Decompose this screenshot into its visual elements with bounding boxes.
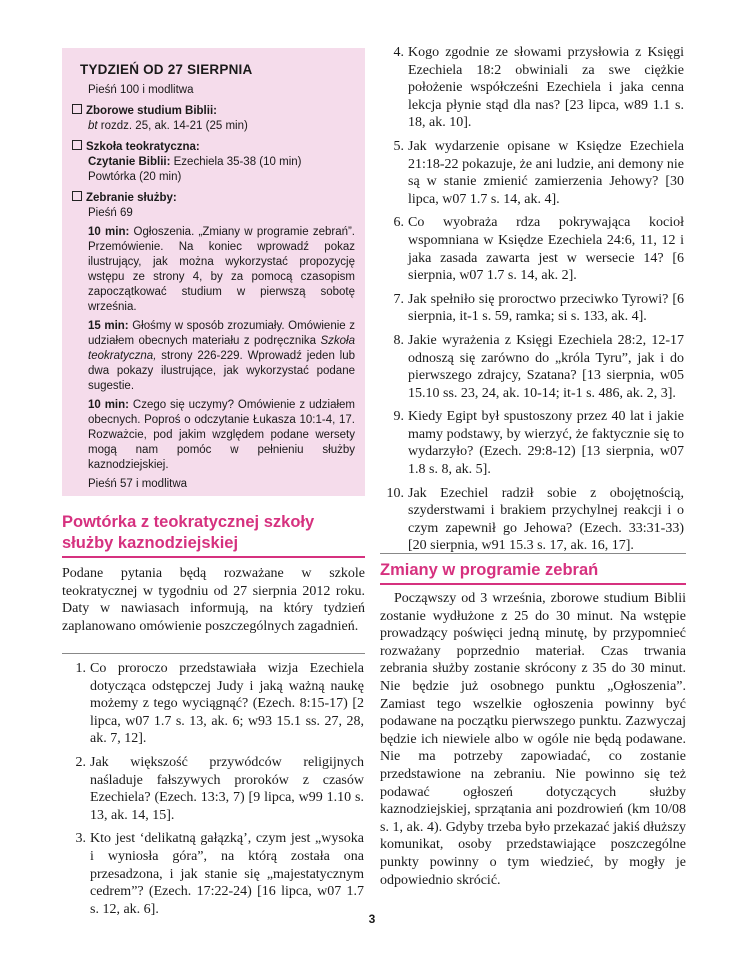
question-item: [64, 830, 364, 918]
question-number: 9.: [393, 409, 404, 425]
review-intro: Podane pytania będą rozważane w szkole teokratycznej w tygodniu od 27 sierpnia 2012 roku. Daty w nawiasach informują, na który tydzień zaplanowano omówienie poszczególnych zagadnień.: [62, 566, 365, 634]
question-number: 4.: [393, 45, 404, 60]
divider: [380, 553, 686, 554]
question-item: [382, 291, 684, 326]
closing-song: Pieśń 57 i modlitwa: [88, 478, 188, 490]
question-item: [382, 485, 684, 555]
question-text: Co wyobraża rdza pokrywająca kocioł wspomniana w Księdze Ezechiela 24:6, 11, 12 i jaka zasada zawarta jest w wersecie 14? [6 sierpnia, w07 1.7 s. 14, ak. 2].: [408, 215, 684, 284]
question-text: Kiedy Egipt był spustoszony przez 40 lat i jakie mamy podstawy, by wierzyć, że faktycznie się to wydarzyło? (Ezech. 29:8-12) [13 sierpnia, w07 1.8 s. 8, ak. 5].: [408, 409, 684, 478]
checkbox-icon: [72, 104, 82, 114]
service-meeting-heading: Zebranie służby:: [72, 191, 355, 206]
service-part-2: 15 min: Głośmy w sposób zrozumiały. Omówienie z udziałem obecnych materiału z podręcznika Szkoła teokratyczna, strony 226-229. Wprowadź jeden lub dwa pokazy ilustrujące, jak wykorzystać podane sugestie.: [88, 320, 355, 392]
question-number: 6.: [393, 215, 404, 231]
question-text: Kto jest ‘delikatną gałązką’, czym jest „wysoka i wyniosła góra”, na którą została ona przesadzona, i jak stanie się „majestatycznym cedrem”? (Ezech. 17:22-24) [16 lipca, w07 1.7 s. 12, ak. 6].: [90, 831, 364, 917]
question-text: Jakie wyrażenia z Księgi Ezechiela 28:2, 12-17 odnoszą się zarówno do „króla Tyru”, jak i do pierwszego zdrajcy, Szatana? [13 sierpnia, w05 15.10 ss. 23, 24, ak. 10-14; it-1 s. 486, ak. 2, 3].: [408, 332, 684, 401]
question-number: 8.: [393, 332, 404, 348]
question-item: [64, 660, 364, 748]
question-number: 2.: [75, 754, 86, 770]
service-part-1: 10 min: Ogłoszenia. „Zmiany w programie zebrań”. Przemówienie. Na koniec wprowadź pokaz ilustrujący, jak można wykorzystać propozycję wstępu ze strony 4, by za pomocą czasopism zapoczątkować studium w pierwszą sobotę września.: [88, 226, 356, 313]
service-song: Pieśń 69: [88, 207, 133, 219]
questions-left-column: [64, 660, 364, 924]
opening-song: Pieśń 100 i modlitwa: [88, 84, 194, 96]
question-item: [382, 44, 684, 132]
question-item: [382, 408, 684, 478]
question-text: Jak wydarzenie opisane w Księdze Ezechiela 21:18-22 pokazuje, że ani ludzie, ani demony nie są w stanie zmienić zamierzenia Jehowy? [30 lipca, w07 1.7 s. 14, ak. 4].: [408, 138, 684, 207]
heading-divider: [380, 583, 686, 585]
question-number: 1.: [75, 661, 86, 676]
checkbox-icon: [72, 191, 82, 201]
questions-right-column: [382, 44, 684, 561]
question-text: Co proroczo przedstawiała wizja Ezechiela dotycząca odstępczej Judy i jaką ważną naukę możemy z tego wyciągnąć? (Ezech. 8:15-17) [2 lipca, w07 1.7 s. 13, ak. 6; w93 15.1 ss. 27, 28, ak. 7, 12].: [90, 661, 364, 747]
question-text: Jak Ezechiel radził sobie z obojętnością, szyderstwami i brakiem przychylnej reakcji i o czym zapewnił go Jehowa? (Ezech. 33:31-33) [20 sierpnia, w91 15.3 s. 17, ak. 16, 17].: [408, 485, 684, 554]
divider: [62, 653, 365, 654]
question-text: Jak większość przywódców religijnych naśladuje fałszywych proroków z czasów Ezechiela? (Ezech. 13:3, 7) [9 lipca, w99 1.10 s. 13, ak. 14, 15].: [90, 754, 364, 823]
question-number: 5.: [393, 138, 404, 154]
review-section-heading: [62, 512, 365, 558]
page-number: 3: [368, 912, 376, 926]
school-heading: Szkoła teokratyczna:: [72, 140, 355, 155]
schedule-box: [62, 48, 365, 496]
question-item: [382, 214, 684, 284]
heading-divider: [62, 556, 365, 558]
review-title: Powtórka z teokratycznej szkoły służby kaznodziejskiej: [62, 513, 315, 552]
question-text: Kogo zgodnie ze słowami przysłowia z Księgi Ezechiela 18:2 obwiniali za swe ciężkie położenie współcześni Ezechiela i jaka cenna lekcja płynie stąd dla nas? [23 lipca, w89 1.1 s. 18, ak. 10].: [408, 45, 684, 131]
bible-study-ref: bt rozdz. 25, ak. 14-21 (25 min): [88, 120, 248, 132]
question-item: [382, 138, 684, 208]
changes-body: Począwszy od 3 września, zborowe studium Biblii zostanie wydłużone z 25 do 30 minut. Na wstępie prowadzący poświęci jedną minutę, by przypomnieć rozważany poprzednio materiał. Czas trwania zebrania służby zostanie skrócony z 35 do 30 minut. Nie będzie już osobnego punktu „Ogłoszenia”. Zamiast tego wszelkie ogłoszenia powinny być podawane na początku pierwszego punktu. Zazwyczaj będzie ich niewiele albo w ogóle nie będą podawane. Nie ma potrzeby zapowiadać, co zostanie przedstawione na zebraniu. Nie powinno się też podawać ogłoszeń dotyczących służby kaznodziejskiej, sprzątania ani pozdrowień (km 10/08 s. 1, ak. 4). Gdyby trzeba było przekazać jakiś dłuższy komunikat, osoby przedstawiające poszczególne punkty powinny o tym wiedzieć, by mogły je odpowiednio skrócić.: [380, 591, 686, 888]
checkbox-icon: [72, 140, 82, 150]
changes-section-heading: [380, 560, 686, 585]
question-number: 7.: [393, 291, 404, 307]
question-number: 10.: [386, 485, 404, 501]
bible-reading: Czytanie Biblii: Ezechiela 35-38 (10 min): [88, 156, 302, 168]
question-item: [382, 332, 684, 402]
changes-title: Zmiany w programie zebrań: [380, 561, 599, 579]
week-title: TYDZIEŃ OD 27 SIERPNIA: [80, 62, 253, 77]
question-text: Jak spełniło się proroctwo przeciwko Tyrowi? [6 sierpnia, it-1 s. 59, ramka; si s. 133, ak. 4].: [408, 291, 684, 325]
review-item: Powtórka (20 min): [88, 171, 182, 183]
bible-study-heading: Zborowe studium Biblii:: [72, 104, 355, 119]
question-number: 3.: [75, 831, 86, 847]
service-part-3: 10 min: Czego się uczymy? Omówienie z udziałem obecnych. Poproś o odczytanie Łukasza 10:1-4, 17. Rozważcie, pod jakim względem podane wersety mogą nam pomóc w pełnieniu służby kaznodziejskiej.: [88, 399, 356, 471]
question-item: [64, 754, 364, 824]
